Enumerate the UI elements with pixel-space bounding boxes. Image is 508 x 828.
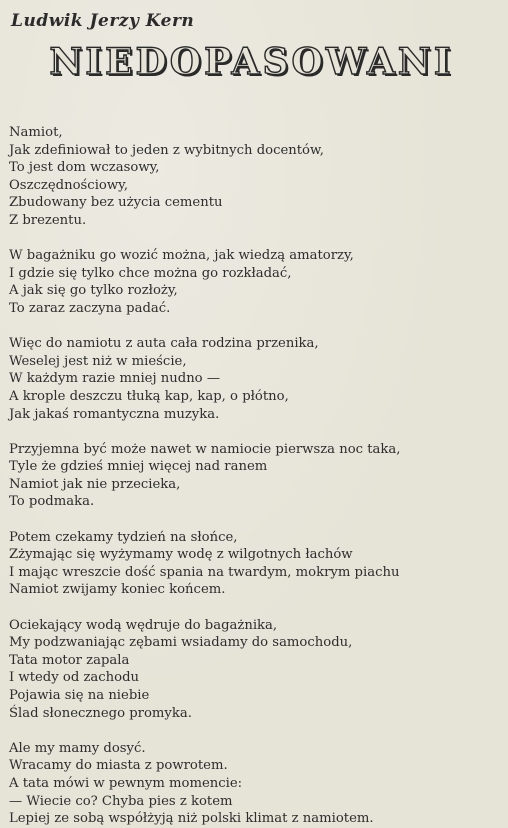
poem-line: Przyjemna być może nawet w namiocie pierwsza noc taka, [9,441,401,457]
stanza [9,124,494,230]
poem-line: W każdym razie mniej nudno — [9,371,221,387]
poem-line: — Wiecie co? Chyba pies z kotem [9,793,233,809]
poem-title: NIEDOPASOWANI [49,41,454,83]
poem-line: My podzwaniając zębami wsiadamy do samochodu, [9,635,353,651]
poem-line: I wtedy od zachodu [9,670,140,686]
poem-line: Namiot, [9,125,63,140]
poem-line: Jak jakaś romantyczna muzyka. [9,406,220,422]
poem-line: Wracamy do miasta z powrotem. [9,758,228,774]
poem-line: Z brezentu. [9,212,87,228]
poem-line: Ale my mamy dosyć. [9,740,146,756]
poem-line: Tyle że gdzieś mniej więcej nad ranem [9,459,268,475]
poem-line: A jak się go tylko rozłoży, [9,283,178,299]
stanza [9,529,494,599]
poem-line: Zżymając się wyżymamy wodę z wilgotnych łachów [9,547,353,563]
title-wrap [9,40,494,92]
stanza [9,740,494,828]
poem-line: Pojawia się na niebie [9,688,150,703]
author-name: Ludwik Jerzy Kern [11,11,195,31]
stanza [9,441,494,511]
poem-line: Namiot jak nie przecieka, [9,476,181,492]
poem-line: Tata motor zapala [9,652,130,668]
poem-line: Zbudowany bez użycia cementu [9,195,223,211]
poem-line: Lepiej ze sobą współżyją niż polski klimat z namiotem. [9,811,374,827]
poem-line: Ślad słonecznego promyka. [9,705,192,721]
poem-line: To zaraz zaczyna padać. [9,300,171,316]
poem-body [9,124,494,828]
stanza [9,335,494,423]
stanza [9,247,494,317]
poem-line: W bagażniku go wozić można, jak wiedzą amatorzy, [9,248,354,264]
poem-line: To podmaka. [9,494,95,510]
poem-line: Więc do namiotu z auta cała rodzina przenika, [9,336,319,352]
poem-line: Namiot zwijamy koniec końcem. [9,582,226,598]
poem-line: To jest dom wczasowy, [9,160,160,176]
poem-line: Oszczędnościowy, [9,177,129,193]
poem-line: Potem czekamy tydzień na słońce, [9,529,238,545]
poem-line: A krople deszczu tłuką kap, kap, o płótno, [9,388,289,404]
poem-line: Ociekający wodą wędruje do bagażnika, [9,617,278,633]
poem-line: Jak zdefiniował to jeden z wybitnych docentów, [9,142,324,158]
poem-line: I mając wreszcie dość spania na twardym, mokrym piachu [9,564,400,580]
poem-line: A tata mówi w pewnym momencie: [9,775,243,791]
poem-line: Weselej jest niż w mieście, [9,353,187,369]
poem-line: I gdzie się tylko chce można go rozkładać, [9,265,292,281]
stanza [9,617,494,723]
